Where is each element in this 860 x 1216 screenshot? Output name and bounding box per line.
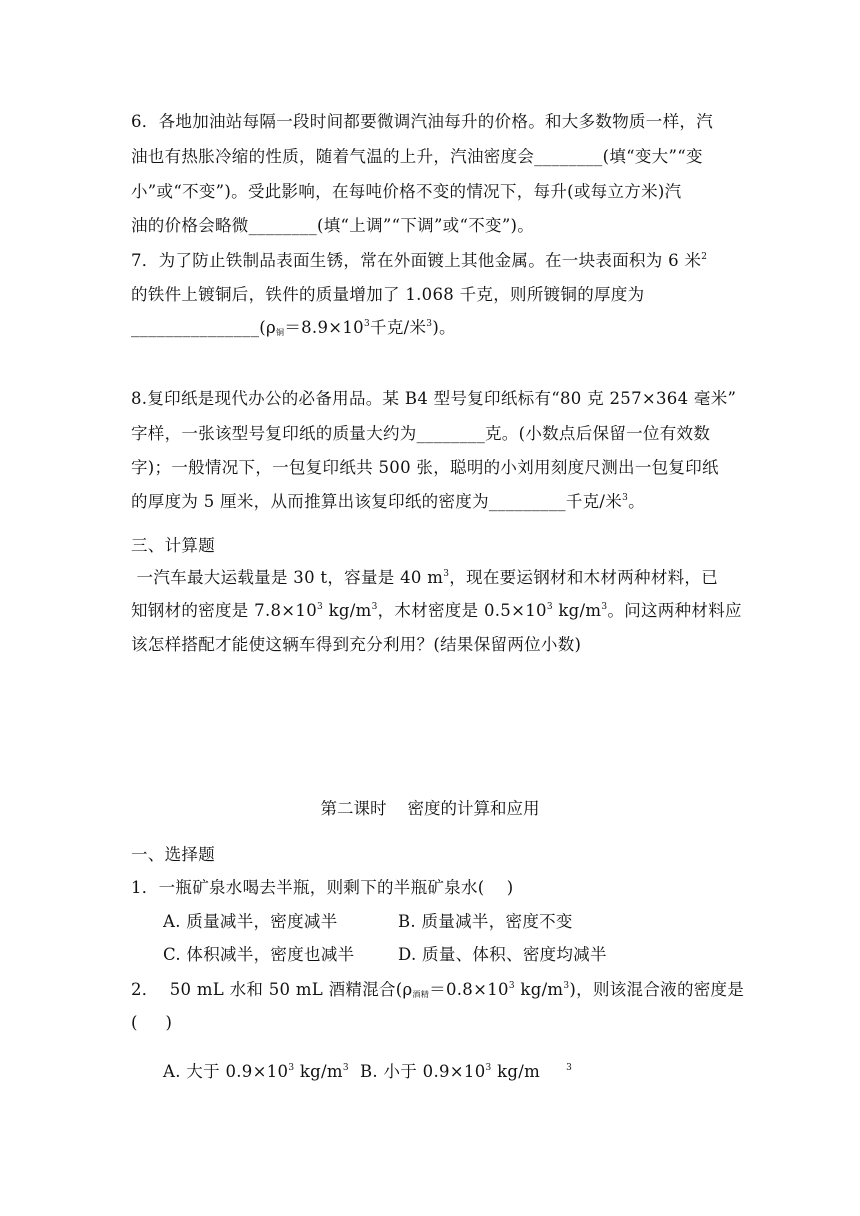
lesson2-section1-heading: 一、选择题 <box>131 845 215 864</box>
q7-line-2: 的铁件上镀铜后，铁件的质量增加了 1.068 千克，则所镀铜的厚度为 <box>131 285 645 304</box>
q8-line-4-a: 的厚度为 5 厘米，从而推算出该复印纸的密度为_________千克/米 <box>131 492 623 511</box>
lesson2-q2-option-b: B. 小于 0.9×10 <box>348 1062 486 1081</box>
section3-line-3: 该怎样搭配才能使这辆车得到充分利用？(结果保留两位小数) <box>131 635 582 654</box>
section3-line-2-sup3: 3 <box>546 602 553 612</box>
q7-line-1-text: 7．为了防止铁制品表面生锈，常在外面镀上其他金属。在一块表面积为 6 米 <box>131 251 702 270</box>
q7-line-3-d: )。 <box>432 318 456 337</box>
q8-line-3: 字)；一般情况下，一包复印纸共 500 张，聪明的小刘用刻度尺测出一包复印纸 <box>131 458 719 477</box>
q7-line-3-c: 千克/米 <box>370 318 427 337</box>
lesson2-q2-line-2: ( ) <box>131 1013 173 1032</box>
q7-line-3-sub: 铜 <box>276 328 285 337</box>
section3-line-2-e: 。问这两种材料应 <box>607 601 742 620</box>
section3-line-2 <box>131 601 742 621</box>
section3-line-1 <box>131 568 718 588</box>
lesson2-q2-line-1-sup1: 3 <box>508 981 515 991</box>
lesson2-q2-line-1-sub: 酒精 <box>412 990 430 999</box>
lesson2-q2-line-1-b: ＝0.8×10 <box>429 980 509 999</box>
q7-line-1-sup: 2 <box>701 252 708 262</box>
section3-line-2-sup1: 3 <box>317 602 324 612</box>
q6-line-3: 小”或“不变”)。受此影响，在每吨价格不变的情况下，每升(或每立方米)汽 <box>131 182 682 201</box>
lesson2-q2-option-a-sup1: 3 <box>288 1063 295 1073</box>
section3-line-1-b: ，现在要运钢材和木材两种材料，已 <box>449 568 719 587</box>
q7-line-3 <box>131 318 456 338</box>
section3-line-2-sup2: 3 <box>371 602 378 612</box>
section3-line-1-a: 一汽车最大运载量是 30 t，容量是 40 m <box>131 568 444 587</box>
q6-line-2: 油也有热胀冷缩的性质，随着气温的上升，汽油密度会________(填“变大”“变 <box>131 147 703 166</box>
section3-line-2-sup4: 3 <box>601 602 608 612</box>
section3-heading: 三、计算题 <box>131 536 215 555</box>
lesson2-q2-line-1-a: 2． 50 mL 水和 50 mL 酒精混合(ρ <box>131 980 413 999</box>
lesson2-q2-option-a: A. 大于 0.9×10 <box>163 1062 289 1081</box>
lesson2-q1-option-b: B. 质量减半，密度不变 <box>398 912 573 931</box>
section3-line-2-c: ，木材密度是 0.5×10 <box>377 601 547 620</box>
lesson2-q1-option-a: A. 质量减半，密度减半 <box>163 912 338 931</box>
q7-line-3-sup1: 3 <box>363 319 371 329</box>
q6-line-1: 6．各地加油站每隔一段时间都要微调汽油每升的价格。和大多数物质一样，汽 <box>131 112 713 131</box>
lesson2-q2-option-a-sup2: 3 <box>342 1063 349 1073</box>
lesson2-q1-stem: 1．一瓶矿泉水喝去半瓶，则剩下的半瓶矿泉水( ) <box>131 878 514 897</box>
lesson2-q2-options <box>163 1062 572 1082</box>
lesson2-q2-line-1-sup2: 3 <box>563 981 570 991</box>
q8-line-4-b: 。 <box>628 492 645 511</box>
lesson2-title: 第二课时 密度的计算和应用 <box>320 799 540 818</box>
q7-line-3-a: _______________(ρ <box>131 318 276 337</box>
section3-line-2-a: 知钢材的密度是 7.8×10 <box>131 601 318 620</box>
lesson2-q2-option-a-unit: kg/m <box>294 1062 343 1081</box>
lesson2-q1-option-c: C. 体积减半，密度也减半 <box>163 945 355 964</box>
lesson2-q2-option-b-sup2: 3 <box>566 1063 573 1073</box>
q7-line-3-sup2: 3 <box>426 319 433 329</box>
lesson2-q2-line-1-c: kg/m <box>514 980 564 999</box>
q8-line-2: 字样，一张该型号复印纸的质量大约为________克。(小数点后保留一位有效数 <box>131 424 711 443</box>
lesson2-q1-option-d: D. 质量、体积、密度均减半 <box>398 945 607 964</box>
lesson2-q2-option-b-sup1: 3 <box>485 1063 492 1073</box>
q6-line-4: 油的价格会略微________(填“上调”“下调”或“不变”)。 <box>131 216 535 235</box>
q8-line-4-sup: 3 <box>622 493 629 503</box>
section3-line-2-b: kg/m <box>323 601 372 620</box>
section3-line-1-sup: 3 <box>443 569 450 579</box>
lesson2-q2-line-1-d: )，则该混合液的密度是 <box>569 980 745 999</box>
q7-line-3-b: ＝8.9×10 <box>284 318 364 337</box>
q8-line-1: 8.复印纸是现代办公的必备用品。某 B4 型号复印纸标有“80 克 257×364 毫米” <box>131 389 737 408</box>
lesson2-q2-line-1 <box>131 980 744 1000</box>
q8-line-4 <box>131 492 645 512</box>
q7-line-1 <box>131 251 707 271</box>
section3-line-2-d: kg/m <box>552 601 602 620</box>
lesson2-q2-option-b-unit: kg/m <box>491 1062 541 1081</box>
